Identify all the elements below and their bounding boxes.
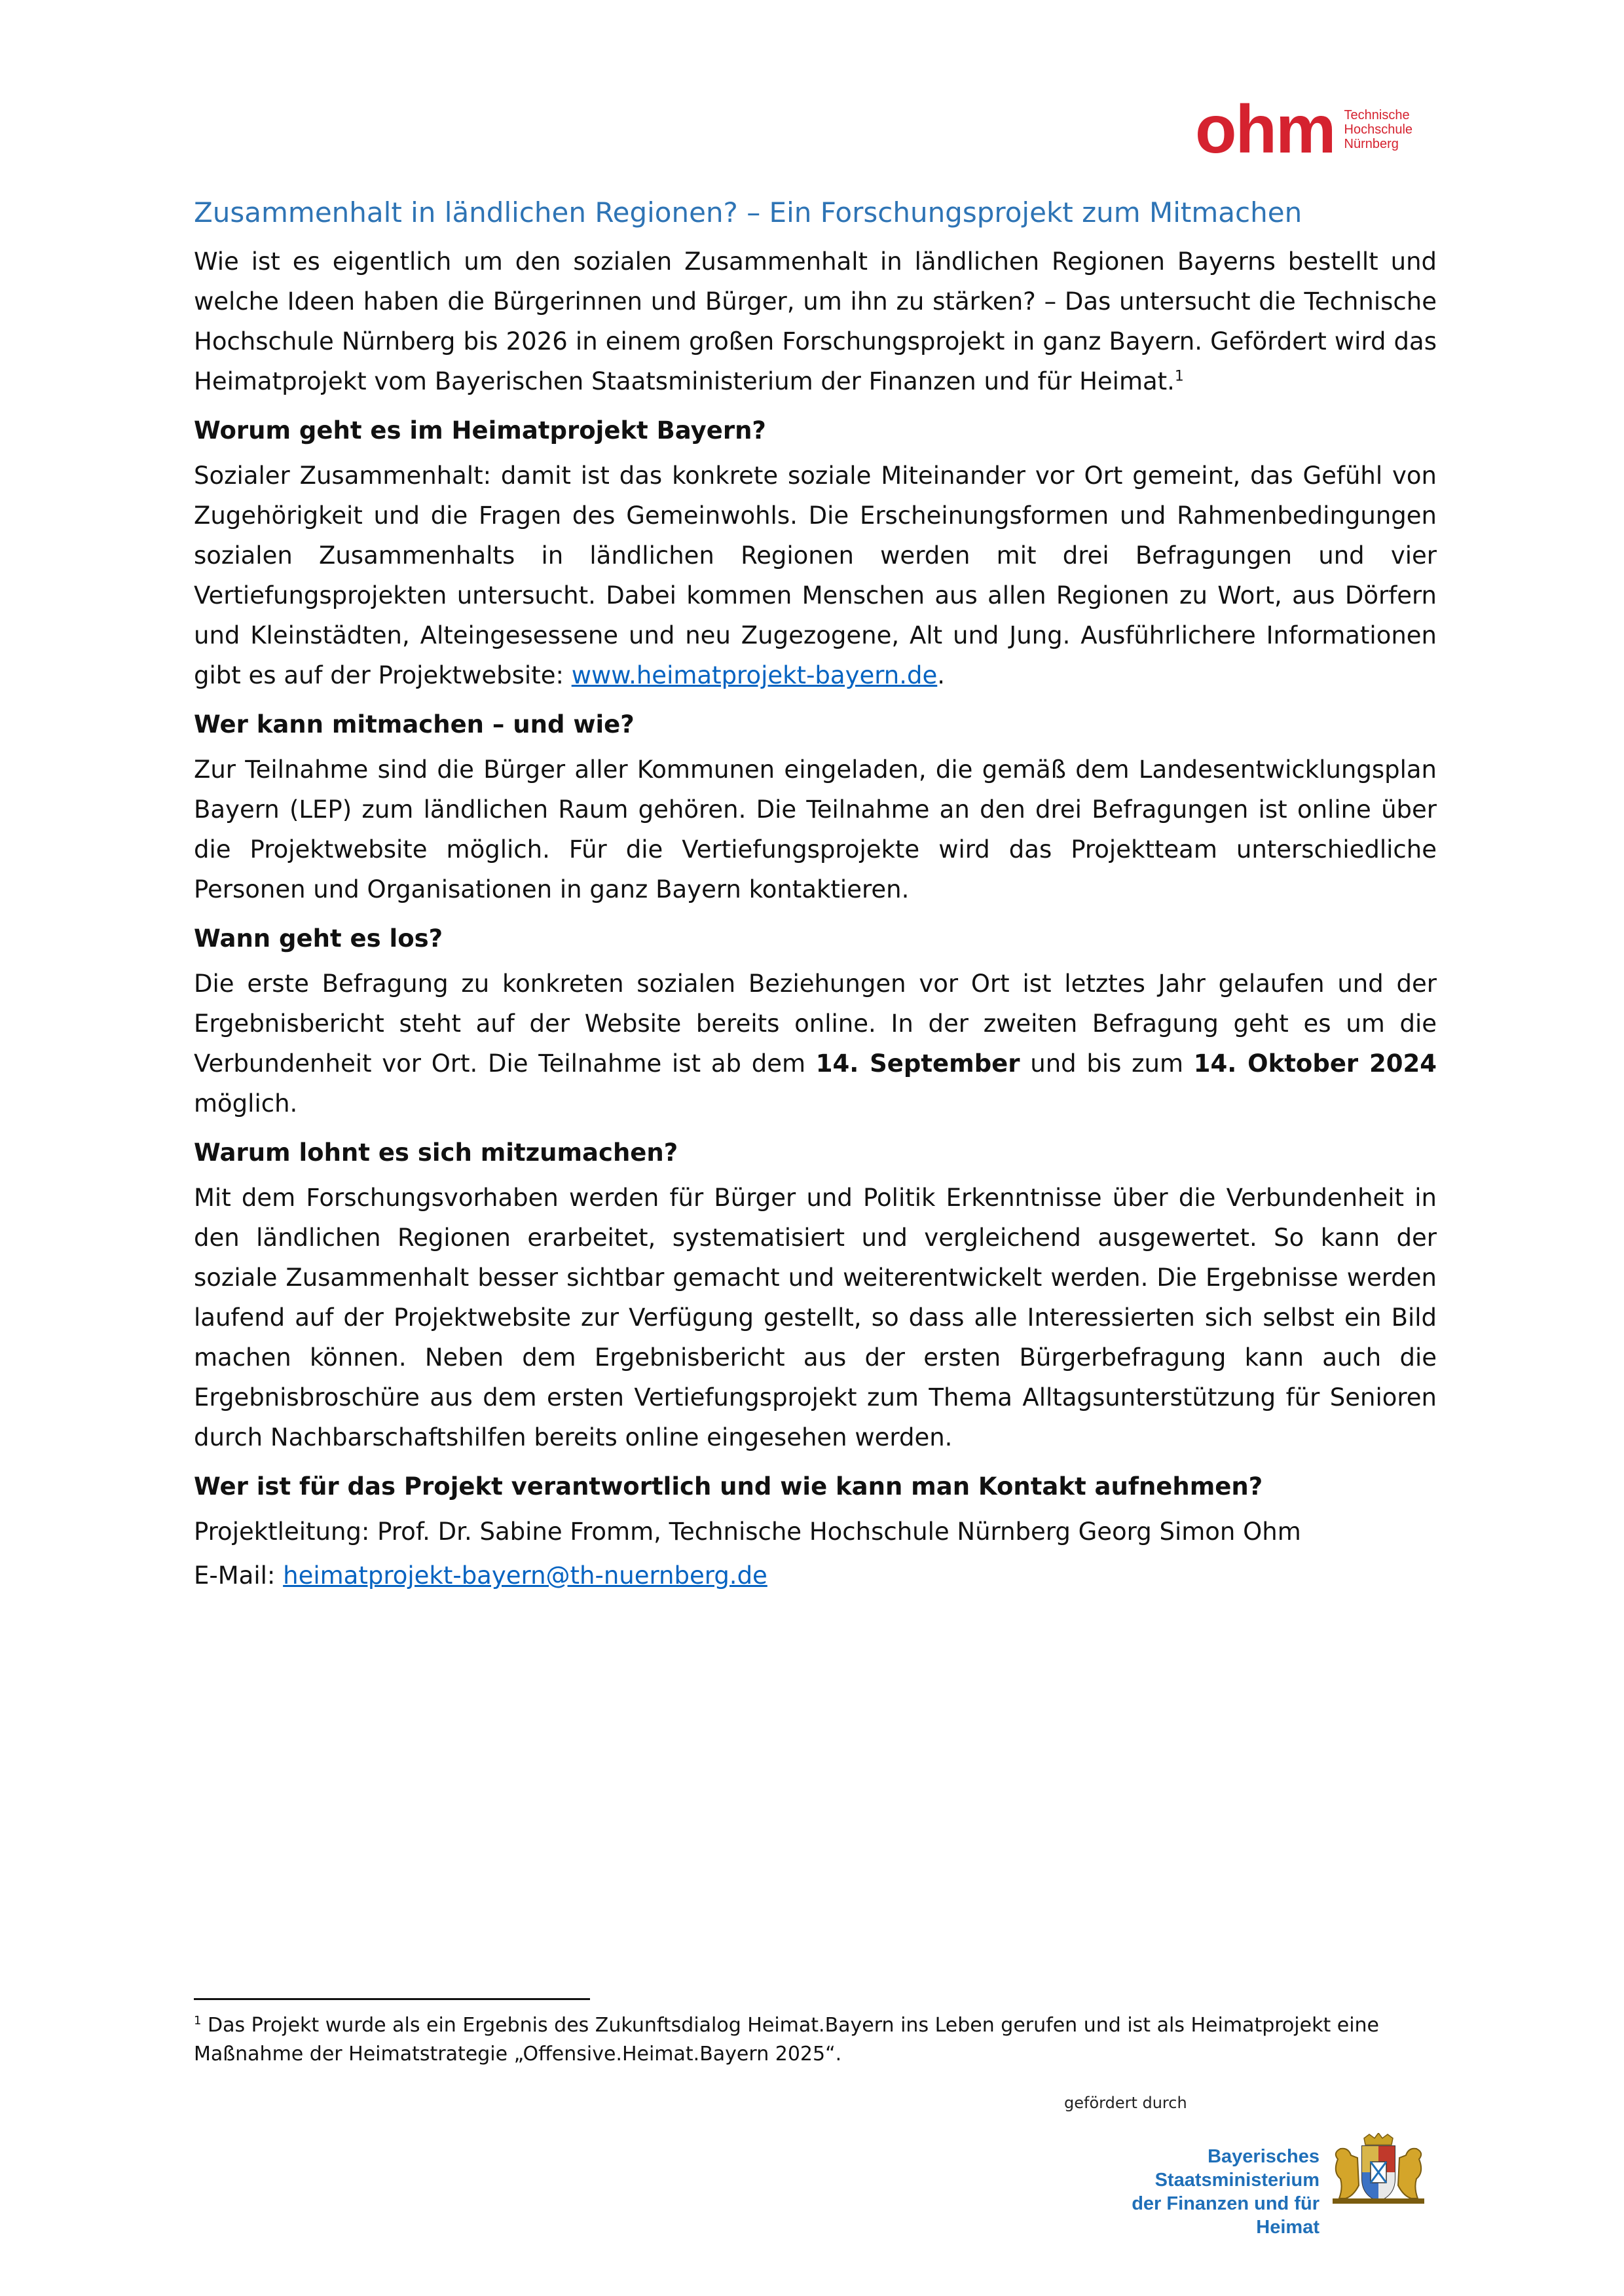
project-website-link[interactable]: www.heimatprojekt-bayern.de — [571, 661, 938, 689]
ohm-logo-line: Hochschule — [1344, 122, 1413, 137]
footnote-reference[interactable]: 1 — [1174, 368, 1184, 385]
section-paragraph-warum: Mit dem Forschungsvorhaben werden für Bürger und Politik Erkenntnisse über die Verbundenheit in den ländlichen Regionen erarbeitet, systematisiert und vergleichend ausgewertet. So kann der soziale Zusammenhalt besser sichtbar gemacht und weiterentwickelt werden. Die Ergebnisse werden laufend auf der Projektwebsite zur Verfügung gestellt, so dass alle Interessierten sich selbst ein Bild machen können. Neben dem Ergebnisbericht aus der ersten Bürgerbefragung kann auch die Ergebnisbroschüre aus dem ersten Vertiefungsprojekt zum Thema Alltagsunterstützung für Senioren durch Nachbarschaftshilfen bereits online eingesehen werden. — [194, 1184, 1437, 1451]
worum-period: . — [937, 661, 946, 689]
bavarian-crest-icon — [1326, 2133, 1431, 2205]
footnote — [194, 2011, 1437, 2069]
sponsor-label: gefördert durch — [1064, 2094, 1187, 2112]
ministry-line: Bayerisches Staatsministerium — [1154, 2146, 1320, 2191]
ohm-logo-subtitle — [1344, 108, 1413, 151]
section-heading-kontakt: Wer ist für das Projekt verantwortlich und wie kann man Kontakt aufnehmen? — [194, 1472, 1263, 1501]
intro-paragraph — [194, 242, 1437, 401]
ohm-logo-line: Technische — [1344, 108, 1410, 122]
wann-text-before: Die erste Befragung zu konkreten sozialen Beziehungen vor Ort ist letztes Jahr gelaufen und der Ergebnisbericht steht auf der Website bereits online. In der zweiten Befragung geht es um die Verbundenheit vor Ort. Die Teilnahme ist ab dem — [194, 970, 1437, 1078]
project-lead-line: Projektleitung: Prof. Dr. Sabine Fromm, Technische Hochschule Nürnberg Georg Simon Ohm — [194, 1518, 1301, 1546]
section-heading-wann: Wann geht es los? — [194, 924, 443, 953]
document-title: Zusammenhalt in ländlichen Regionen? – Ein Forschungsprojekt zum Mitmachen — [194, 196, 1302, 228]
wann-text-after: möglich. — [194, 1089, 298, 1118]
ministry-line: der Finanzen und für Heimat — [1132, 2193, 1320, 2238]
document-body — [194, 193, 1437, 1605]
ohm-logo-line: Nürnberg — [1344, 137, 1399, 151]
email-line — [194, 1556, 1437, 1595]
ministry-logo — [1064, 2133, 1431, 2238]
date-end: 14. Oktober 2024 — [1193, 1049, 1437, 1078]
email-link[interactable]: heimatprojekt-bayern@th-nuernberg.de — [283, 1561, 767, 1590]
section-heading-worum: Worum geht es im Heimatprojekt Bayern? — [194, 416, 766, 445]
wann-text-middle: und bis zum — [1030, 1049, 1184, 1078]
ministry-name — [1064, 2145, 1320, 2239]
date-start: 14. September — [815, 1049, 1020, 1078]
footnote-text: Das Projekt wurde als ein Ergebnis des Zukunftsdialog Heimat.Bayern ins Leben gerufen und ist als Heimatprojekt eine Maßnahme der Heimatstrategie „Offensive.Heimat.Bayern 2025“. — [194, 2014, 1379, 2066]
section-paragraph-wer: Zur Teilnahme sind die Bürger aller Kommunen eingeladen, die gemäß dem Landesentwicklungsplan Bayern (LEP) zum ländlichen Raum gehören. Die Teilnahme an den drei Befragungen ist online über die Projektwebsite möglich. Für die Vertiefungsprojekte wird das Projektteam unterschiedliche Personen und Organisationen in ganz Bayern kontaktieren. — [194, 756, 1437, 903]
intro-text: Wie ist es eigentlich um den sozialen Zusammenhalt in ländlichen Regionen Bayerns bestellt und welche Ideen haben die Bürgerinnen und Bürger, um ihn zu stärken? – Das untersucht die Technische Hochschule Nürnberg bis 2026 in einem großen Forschungsprojekt in ganz Bayern. Gefördert wird das Heimatprojekt vom Bayerischen Staatsministerium der Finanzen und für Heimat. — [194, 247, 1437, 395]
section-paragraph-worum — [194, 456, 1437, 695]
footnote-divider — [194, 1998, 590, 2000]
ohm-logo-word: ohm — [1195, 92, 1335, 168]
section-heading-wer: Wer kann mitmachen – und wie? — [194, 710, 635, 738]
section-paragraph-wann — [194, 964, 1437, 1123]
ohm-logo — [1195, 92, 1447, 168]
email-label: E-Mail: — [194, 1561, 276, 1590]
worum-text: Sozialer Zusammenhalt: damit ist das konkrete soziale Miteinander vor Ort gemeint, das Gefühl von Zugehörigkeit und die Fragen des Gemeinwohls. Die Erscheinungsformen und Rahmenbedingungen sozialen Zusammenhalts in ländlichen Regionen werden mit drei Befragungen und vier Vertiefungsprojekten untersucht. Dabei kommen Menschen aus allen Regionen zu Wort, aus Dörfern und Kleinstädten, Alteingesessene und neu Zugezogene, Alt und Jung. Ausführlichere Informationen gibt es auf der Projektwebsite: — [194, 462, 1437, 689]
section-heading-warum: Warum lohnt es sich mitzumachen? — [194, 1139, 678, 1167]
footnote-number: 1 — [194, 2014, 202, 2028]
